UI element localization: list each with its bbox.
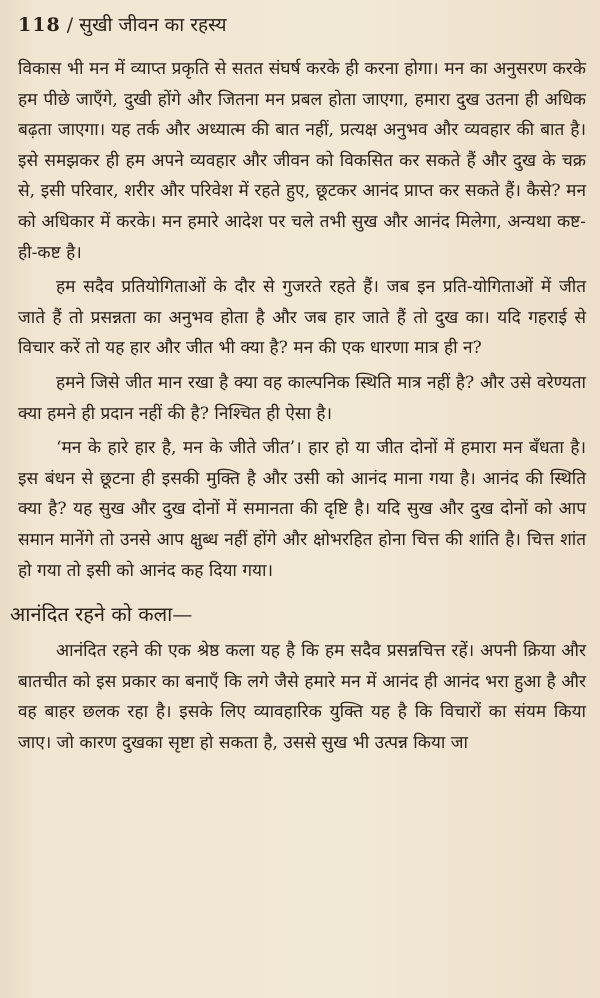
paragraph-1: विकास भी मन में व्याप्त प्रकृति से सतत संघर्ष करके ही करना होगा। मन का अनुसरण करके हम पीछे जाएँगे, दुखी होंगे और जितना मन प्रबल होता जाएगा, हमारा दुख उतना ही अधिक बढ़ता जाएगा। यह तर्क और अध्यात्म की बात नहीं, प्रत्यक्ष अनुभव और व्यवहार की बात है। इसे समझकर ही हम अपने व्यवहार और जीवन को विकसित कर सकते हैं और दुख के चक्र से, इसी परिवार, शरीर और परिवेश में रहते हुए, छूटकर आनंद प्राप्त कर सकते हैं। कैसे? मन को अधिकार में करके। मन हमारे आदेश पर चले तभी सुख और आनंद मिलेगा, अन्यथा कष्ट-ही-कष्ट है। (18, 59, 586, 263)
paragraph-3: हमने जिसे जीत मान रखा है क्या वह काल्पनिक स्थिति मात्र नहीं है? और उसे वरेण्यता क्या हमने ही प्रदान नहीं की है? निश्चित ही ऐसा है। (18, 372, 586, 424)
section-heading: आनंदित रहने को कला— (10, 602, 193, 627)
header-separator: / (60, 14, 80, 36)
page-number: 118 (18, 14, 61, 36)
paragraph-2: हम सदैव प्रतियोगिताओं के दौर से गुजरते रहते हैं। जब इन प्रति-योगिताओं में जीत जाते हैं तो प्रसन्नता का अनुभव होता है और जब हार जाते हैं तो दुख का। यदि गहराई से विचार करें तो यह हार और जीत भी क्या है? मन की एक धारणा मात्र ही न? (18, 277, 586, 359)
section-paragraph: आनंदित रहने की एक श्रेष्ठ कला यह है कि हम सदैव प्रसन्नचित्त रहें। अपनी क्रिया और बातचीत को इस प्रकार का बनाएँ कि लगे जैसे हमारे मन में आनंद ही आनंद भरा हुआ है और वह बाहर छलक रहा है। इसके लिए व्यावहारिक युक्ति यह है कि विचारों का संयम किया जाए। जो कारण दुखका सृष्टा हो सकता है, उससे सुख भी उत्पन्न किया जा (18, 641, 586, 753)
paragraph-4: ‘मन के हारे हार है, मन के जीते जीत’। हार हो या जीत दोनों में हमारा मन बँधता है। इस बंधन से छूटना ही इसकी मुक्ति है और उसी को आनंद माना गया है। आनंद की स्थिति क्या है? यह सुख और दुख दोनों में समानता की दृष्टि है। यदि सुख और दुख दोनों को आप समान मानेंगे तो उनसे आप क्षुब्ध नहीं होंगे और क्षोभरहित होना चित्त की शांति है। चित्त शांत हो गया तो इसी को आनंद कह दिया गया। (18, 438, 586, 581)
page-header (18, 12, 586, 38)
book-title: सुखी जीवन का रहस्य (79, 14, 227, 36)
